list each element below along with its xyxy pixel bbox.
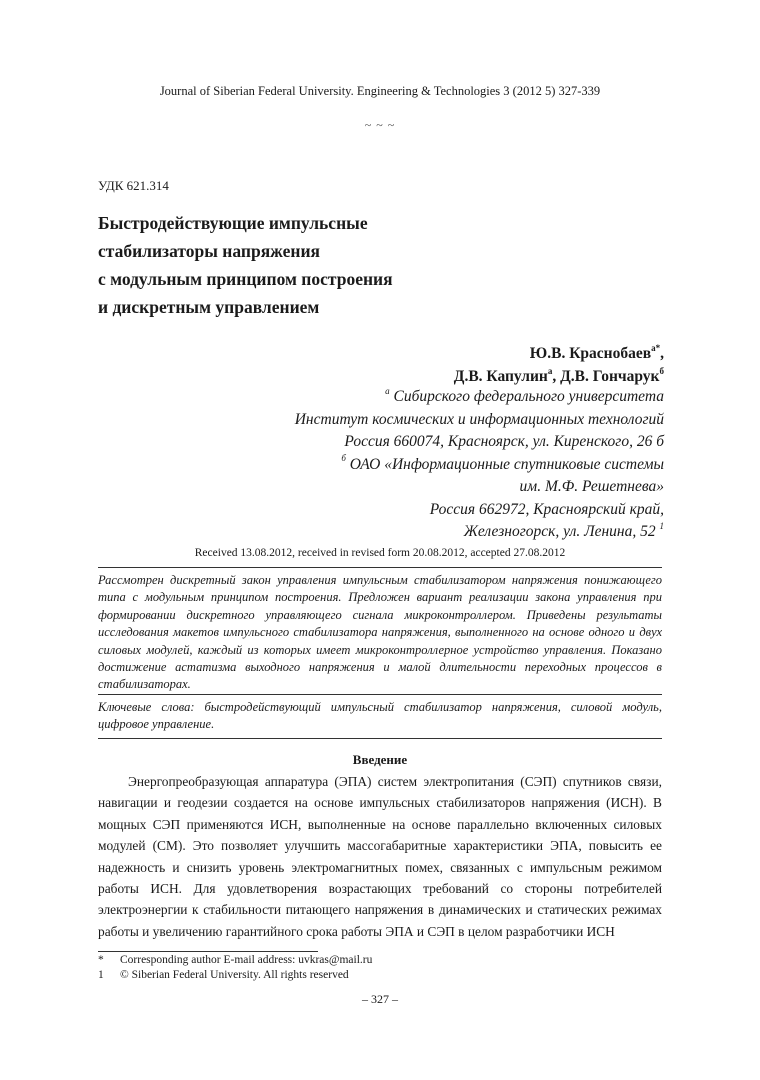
paper-title: [98, 209, 658, 321]
footnote-mark: 1: [98, 969, 104, 981]
author-name: Ю.В. Краснобаев: [529, 345, 652, 362]
title-line: и дискретным управлением: [98, 297, 320, 317]
author-sep: ,: [660, 345, 664, 362]
authors-line-1: [454, 342, 664, 365]
title-line: стабилизаторы напряжения: [98, 241, 321, 261]
affiliation-text: Россия 660074, Красноярск, ул. Киренского, 26 б: [344, 433, 664, 450]
affiliation-text: Россия 662972, Красноярский край,: [429, 500, 664, 518]
footnote: [98, 953, 662, 968]
page-number: – 327 –: [362, 992, 398, 1006]
affiliation-text: Сибирского федерального университета: [393, 388, 664, 405]
affiliation-line: [295, 431, 664, 454]
author-sup: б: [659, 365, 664, 376]
affiliation-line: [295, 521, 664, 544]
affiliation-sup: б: [341, 453, 346, 464]
abstract-bottom-rule: [98, 694, 662, 695]
footnote-text: Corresponding author E-mail address: uvkras@mail.ru: [120, 954, 373, 966]
affiliations-block: [295, 386, 664, 544]
author-sup: а*: [651, 342, 661, 353]
affiliation-text: Институт космических и информационных технологий: [294, 410, 664, 428]
footnotes: [98, 953, 662, 983]
authors-block: [454, 342, 664, 388]
author-name: Д.В. Капулин: [453, 368, 548, 385]
affiliation-line: [295, 409, 664, 432]
title-line: с модульным принципом построения: [98, 269, 393, 289]
section-heading: Введение: [352, 752, 408, 767]
abstract-top-rule: [98, 567, 662, 568]
affiliation-line: [295, 454, 664, 477]
received-dates: Received 13.08.2012, received in revised form 20.08.2012, accepted 27.08.2012: [194, 547, 566, 559]
footnote-mark: *: [98, 954, 104, 966]
affiliation-text: им. М.Ф. Решетнева»: [519, 478, 664, 495]
footnote-rule: [98, 951, 318, 952]
author-sup: а: [547, 365, 553, 376]
keywords-bottom-rule: [98, 738, 662, 739]
header-separator: ~ ~ ~: [364, 118, 396, 132]
author-sep: ,: [552, 368, 561, 385]
affiliation-line: [295, 386, 664, 409]
abstract: Рассмотрен дискретный закон управления импульсным стабилизатором напряжения понижающего типа с модульным принципом построения. Предложен вариант реализации закона управления при формировании дискретного управляющего сигнала микроконтроллером. Приведены результаты исследования макетов импульсного стабилизатора напряжения, выполненного на основе одного и двух силовых модулей, каждый из которых имеет микроконтроллерное устройство управления. Показано достижение астатизма выходного напряжения и малой длительности переходных процессов в стабилизаторах.: [98, 573, 662, 692]
udk-code: УДК 621.314: [98, 178, 169, 193]
journal-header: Journal of Siberian Federal University. Engineering & Technologies 3 (2012 5) 327-339: [159, 84, 601, 98]
affiliation-sup: а: [385, 385, 390, 396]
title-line: Быстродействующие импульсные: [98, 213, 368, 233]
authors-line-2: [454, 365, 664, 388]
affiliation-text: Железногорск, ул. Ленина, 52: [463, 523, 656, 540]
affiliation-end-sup: 1: [659, 520, 664, 531]
intro-paragraph: Энергопреобразующая аппаратура (ЭПА) систем электропитания (СЭП) спутников связи, навигации и геодезии создается на основе импульсных стабилизаторов напряжения (ИСН). В мощных СЭП применяются ИСН, выполненные на основе параллельно включенных силовых модулей (СМ). Это позволяет улучшить массогабаритные характеристики ЭПА, повысить ее надежность и снизить уровень электромагнитных помех, связанных с импульсным режимом работы ИСН. Для удовлетворения возрастающих требований со стороны потребителей электроэнергии к стабильности питающего напряжения в динамических и статических режимах работы и увеличению гарантийного срока работы ЭПА и СЭП в целом разработчики ИСН: [98, 774, 662, 939]
footnote-text: © Siberian Federal University. All rights reserved: [120, 969, 349, 981]
footnote: [98, 968, 662, 983]
affiliation-line: [295, 499, 664, 522]
author-name: Д.В. Гончарук: [560, 368, 660, 385]
affiliation-text: ОАО «Информационные спутниковые системы: [349, 455, 664, 473]
keywords: Ключевые слова: быстродействующий импульсный стабилизатор напряжения, силовой модуль, цифровое управление.: [98, 700, 662, 732]
affiliation-line: [295, 476, 664, 499]
